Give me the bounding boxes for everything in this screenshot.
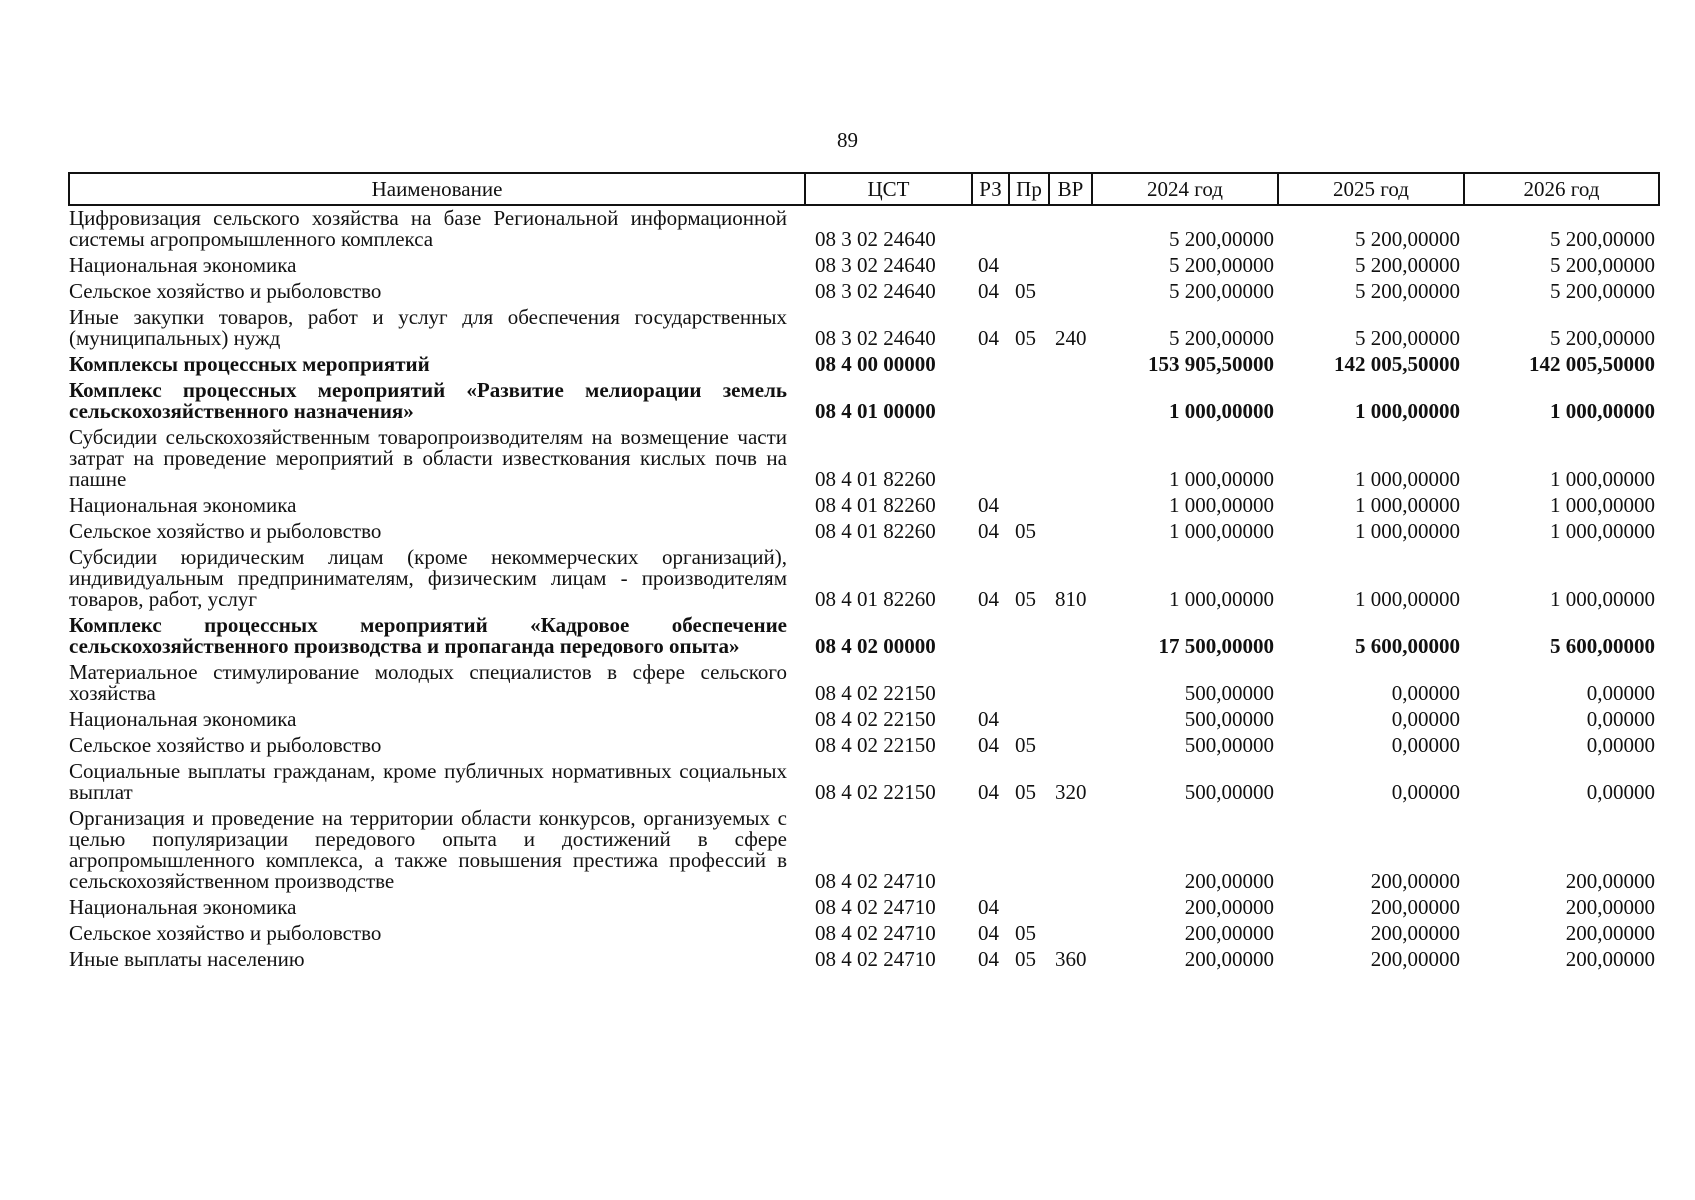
- cell-pr: 05: [1015, 733, 1036, 757]
- cell-pr: [1009, 378, 1049, 425]
- cell-2025: 1 000,00000: [1355, 467, 1460, 491]
- cell-name: Комплексы процессных мероприятий: [69, 352, 430, 376]
- cell-rz: [972, 378, 1009, 425]
- cell-pr: [1009, 613, 1049, 660]
- table-row: [69, 519, 1659, 545]
- cell-name: Сельское хозяйство и рыболовство: [69, 733, 382, 757]
- cell-2024: 200,00000: [1184, 921, 1274, 945]
- cell-2025: 1 000,00000: [1355, 519, 1460, 543]
- cell-pr: [1009, 352, 1049, 378]
- cell-name: Национальная экономика: [69, 253, 297, 277]
- table-row: [69, 279, 1659, 305]
- cell-vr: 360: [1055, 947, 1087, 971]
- cell-name: Комплекс процессных мероприятий «Кадровое обеспечение сельскохозяйственного производства и пропаганда передового опыта»: [69, 613, 787, 658]
- cell-name: Национальная экономика: [69, 493, 297, 517]
- table-row: [69, 253, 1659, 279]
- cell-2024: 500,00000: [1184, 780, 1274, 804]
- cell-cst: 08 3 02 24640: [815, 253, 936, 277]
- header-name: Наименование: [69, 173, 805, 205]
- cell-2024: 1 000,00000: [1169, 493, 1274, 517]
- cell-pr: [1009, 806, 1049, 895]
- cell-rz: 04: [978, 921, 999, 945]
- cell-2024: 5 200,00000: [1169, 253, 1274, 277]
- cell-vr: [1049, 378, 1092, 425]
- table-row: [69, 759, 1659, 806]
- cell-vr: [1049, 519, 1092, 545]
- header-2024: 2024 год: [1092, 173, 1278, 205]
- header-row: [69, 173, 1659, 205]
- cell-2026: 142 005,50000: [1529, 352, 1655, 376]
- header-pr: Пр: [1009, 173, 1049, 205]
- cell-2026: 5 200,00000: [1550, 279, 1655, 303]
- cell-cst: 08 4 02 22150: [815, 707, 936, 731]
- cell-pr: 05: [1015, 921, 1036, 945]
- cell-2026: 0,00000: [1586, 733, 1655, 757]
- cell-2025: 5 200,00000: [1355, 279, 1460, 303]
- cell-vr: 810: [1055, 587, 1087, 611]
- cell-vr: [1049, 493, 1092, 519]
- cell-rz: 04: [978, 587, 999, 611]
- cell-pr: [1009, 205, 1049, 253]
- cell-vr: 320: [1055, 780, 1087, 804]
- cell-vr: [1049, 253, 1092, 279]
- cell-name: Сельское хозяйство и рыболовство: [69, 519, 382, 543]
- cell-name: Национальная экономика: [69, 895, 297, 919]
- cell-2024: 5 200,00000: [1169, 326, 1274, 350]
- cell-pr: 05: [1015, 519, 1036, 543]
- header-2025: 2025 год: [1278, 173, 1464, 205]
- cell-vr: [1049, 279, 1092, 305]
- cell-rz: [972, 613, 1009, 660]
- cell-cst: 08 4 02 24710: [815, 869, 936, 893]
- cell-2024: 1 000,00000: [1169, 399, 1274, 423]
- cell-name: Сельское хозяйство и рыболовство: [69, 921, 382, 945]
- cell-cst: 08 4 02 22150: [815, 681, 936, 705]
- cell-cst: 08 4 01 82260: [815, 493, 936, 517]
- cell-2025: 1 000,00000: [1355, 399, 1460, 423]
- cell-pr: [1009, 253, 1049, 279]
- cell-rz: [972, 660, 1009, 707]
- cell-2025: 0,00000: [1391, 681, 1460, 705]
- cell-name: Иные закупки товаров, работ и услуг для обеспечения государственных (муниципальных) нужд: [69, 305, 787, 350]
- cell-name: Комплекс процессных мероприятий «Развитие мелиорации земель сельскохозяйственного назначения»: [69, 378, 787, 423]
- cell-cst: 08 3 02 24640: [815, 279, 936, 303]
- cell-cst: 08 4 00 00000: [815, 352, 936, 376]
- cell-2025: 200,00000: [1370, 895, 1460, 919]
- cell-2025: 5 600,00000: [1355, 634, 1460, 658]
- cell-2024: 200,00000: [1184, 895, 1274, 919]
- cell-2024: 1 000,00000: [1169, 587, 1274, 611]
- cell-cst: 08 4 02 00000: [815, 634, 936, 658]
- table-row: [69, 425, 1659, 493]
- cell-vr: [1049, 921, 1092, 947]
- cell-name: Национальная экономика: [69, 707, 297, 731]
- table-row: [69, 352, 1659, 378]
- cell-2025: 0,00000: [1391, 707, 1460, 731]
- cell-2024: 5 200,00000: [1169, 227, 1274, 251]
- cell-2026: 0,00000: [1586, 780, 1655, 804]
- cell-2024: 17 500,00000: [1158, 634, 1274, 658]
- cell-2026: 200,00000: [1565, 895, 1655, 919]
- cell-rz: 04: [978, 947, 999, 971]
- table-row: [69, 707, 1659, 733]
- cell-2025: 5 200,00000: [1355, 253, 1460, 277]
- cell-cst: 08 4 01 82260: [815, 587, 936, 611]
- cell-2026: 1 000,00000: [1550, 467, 1655, 491]
- cell-vr: [1049, 806, 1092, 895]
- cell-2024: 200,00000: [1184, 869, 1274, 893]
- cell-name: Материальное стимулирование молодых специалистов в сфере сельского хозяйства: [69, 660, 787, 705]
- cell-vr: [1049, 895, 1092, 921]
- cell-2026: 1 000,00000: [1550, 493, 1655, 517]
- cell-2026: 5 600,00000: [1550, 634, 1655, 658]
- cell-vr: [1049, 205, 1092, 253]
- table-row: [69, 205, 1659, 253]
- cell-pr: 05: [1015, 780, 1036, 804]
- cell-cst: 08 4 01 82260: [815, 519, 936, 543]
- cell-vr: [1049, 613, 1092, 660]
- cell-2025: 200,00000: [1370, 869, 1460, 893]
- cell-2026: 200,00000: [1565, 921, 1655, 945]
- table-row: [69, 733, 1659, 759]
- cell-vr: [1049, 707, 1092, 733]
- cell-pr: [1009, 895, 1049, 921]
- cell-2026: 200,00000: [1565, 947, 1655, 971]
- cell-name: Субсидии юридическим лицам (кроме некоммерческих организаций), индивидуальным предпринимателям, физическим лицам - производителям товаров, работ, услуг: [69, 545, 787, 611]
- cell-rz: 04: [978, 279, 999, 303]
- cell-pr: [1009, 707, 1049, 733]
- cell-rz: [972, 425, 1009, 493]
- cell-2024: 153 905,50000: [1148, 352, 1274, 376]
- cell-2024: 1 000,00000: [1169, 467, 1274, 491]
- cell-cst: 08 4 01 00000: [815, 399, 936, 423]
- cell-2026: 5 200,00000: [1550, 227, 1655, 251]
- cell-2026: 1 000,00000: [1550, 519, 1655, 543]
- cell-pr: 05: [1015, 326, 1036, 350]
- cell-2025: 0,00000: [1391, 733, 1460, 757]
- cell-vr: [1049, 660, 1092, 707]
- cell-cst: 08 3 02 24640: [815, 227, 936, 251]
- cell-vr: [1049, 425, 1092, 493]
- cell-2026: 5 200,00000: [1550, 253, 1655, 277]
- table-row: [69, 806, 1659, 895]
- table-row: [69, 613, 1659, 660]
- cell-2025: 1 000,00000: [1355, 493, 1460, 517]
- header-2026: 2026 год: [1464, 173, 1659, 205]
- table-row: [69, 378, 1659, 425]
- cell-name: Субсидии сельскохозяйственным товаропроизводителям на возмещение части затрат на проведение мероприятий в области известкования кислых почв на пашне: [69, 425, 787, 491]
- cell-rz: [972, 352, 1009, 378]
- cell-2026: 0,00000: [1586, 707, 1655, 731]
- cell-rz: 04: [978, 493, 999, 517]
- cell-name: Иные выплаты населению: [69, 947, 305, 971]
- cell-pr: [1009, 425, 1049, 493]
- cell-cst: 08 4 02 22150: [815, 780, 936, 804]
- header-cst: ЦСТ: [805, 173, 972, 205]
- cell-2025: 5 200,00000: [1355, 326, 1460, 350]
- cell-pr: 05: [1015, 279, 1036, 303]
- cell-name: Социальные выплаты гражданам, кроме публичных нормативных социальных выплат: [69, 759, 787, 804]
- cell-vr: [1049, 733, 1092, 759]
- page-number: 89: [837, 128, 858, 152]
- table-row: [69, 545, 1659, 613]
- cell-rz: 04: [978, 733, 999, 757]
- cell-2024: 500,00000: [1184, 707, 1274, 731]
- cell-cst: 08 4 02 24710: [815, 947, 936, 971]
- cell-pr: 05: [1015, 587, 1036, 611]
- cell-rz: [972, 806, 1009, 895]
- header-vr: ВР: [1049, 173, 1092, 205]
- cell-cst: 08 4 02 24710: [815, 921, 936, 945]
- table-row: [69, 493, 1659, 519]
- cell-rz: 04: [978, 253, 999, 277]
- cell-2025: 200,00000: [1370, 921, 1460, 945]
- cell-rz: [972, 205, 1009, 253]
- cell-name: Сельское хозяйство и рыболовство: [69, 279, 382, 303]
- table-row: [69, 895, 1659, 921]
- cell-vr: 240: [1055, 326, 1087, 350]
- cell-cst: 08 4 01 82260: [815, 467, 936, 491]
- cell-rz: 04: [978, 326, 999, 350]
- cell-2026: 200,00000: [1565, 869, 1655, 893]
- cell-2025: 142 005,50000: [1334, 352, 1460, 376]
- cell-pr: [1009, 660, 1049, 707]
- cell-2024: 500,00000: [1184, 681, 1274, 705]
- header-rz: РЗ: [972, 173, 1009, 205]
- cell-name: Организация и проведение на территории области конкурсов, организуемых с целью популяризации передового опыта и достижений в сфере агропромышленного комплекса, а также повышения престижа профессий в сельскохозяйственном производстве: [69, 806, 787, 893]
- cell-2026: 5 200,00000: [1550, 326, 1655, 350]
- cell-rz: 04: [978, 780, 999, 804]
- cell-rz: 04: [978, 895, 999, 919]
- table-row: [69, 660, 1659, 707]
- table-row: [69, 921, 1659, 947]
- cell-2025: 5 200,00000: [1355, 227, 1460, 251]
- cell-2025: 200,00000: [1370, 947, 1460, 971]
- cell-2026: 0,00000: [1586, 681, 1655, 705]
- cell-pr: [1009, 493, 1049, 519]
- cell-cst: 08 3 02 24640: [815, 326, 936, 350]
- cell-2024: 5 200,00000: [1169, 279, 1274, 303]
- budget-table: [68, 172, 1660, 973]
- cell-2026: 1 000,00000: [1550, 587, 1655, 611]
- cell-2024: 500,00000: [1184, 733, 1274, 757]
- table-row: [69, 305, 1659, 352]
- cell-rz: 04: [978, 519, 999, 543]
- cell-vr: [1049, 352, 1092, 378]
- cell-2024: 1 000,00000: [1169, 519, 1274, 543]
- table-row: [69, 947, 1659, 973]
- cell-2025: 0,00000: [1391, 780, 1460, 804]
- cell-rz: 04: [978, 707, 999, 731]
- cell-2026: 1 000,00000: [1550, 399, 1655, 423]
- cell-cst: 08 4 02 24710: [815, 895, 936, 919]
- cell-cst: 08 4 02 22150: [815, 733, 936, 757]
- cell-name: Цифровизация сельского хозяйства на базе Региональной информационной системы агропромышленного комплекса: [69, 206, 787, 251]
- table-header: [69, 173, 1659, 205]
- cell-2025: 1 000,00000: [1355, 587, 1460, 611]
- cell-2024: 200,00000: [1184, 947, 1274, 971]
- table-body: [69, 205, 1659, 973]
- cell-pr: 05: [1015, 947, 1036, 971]
